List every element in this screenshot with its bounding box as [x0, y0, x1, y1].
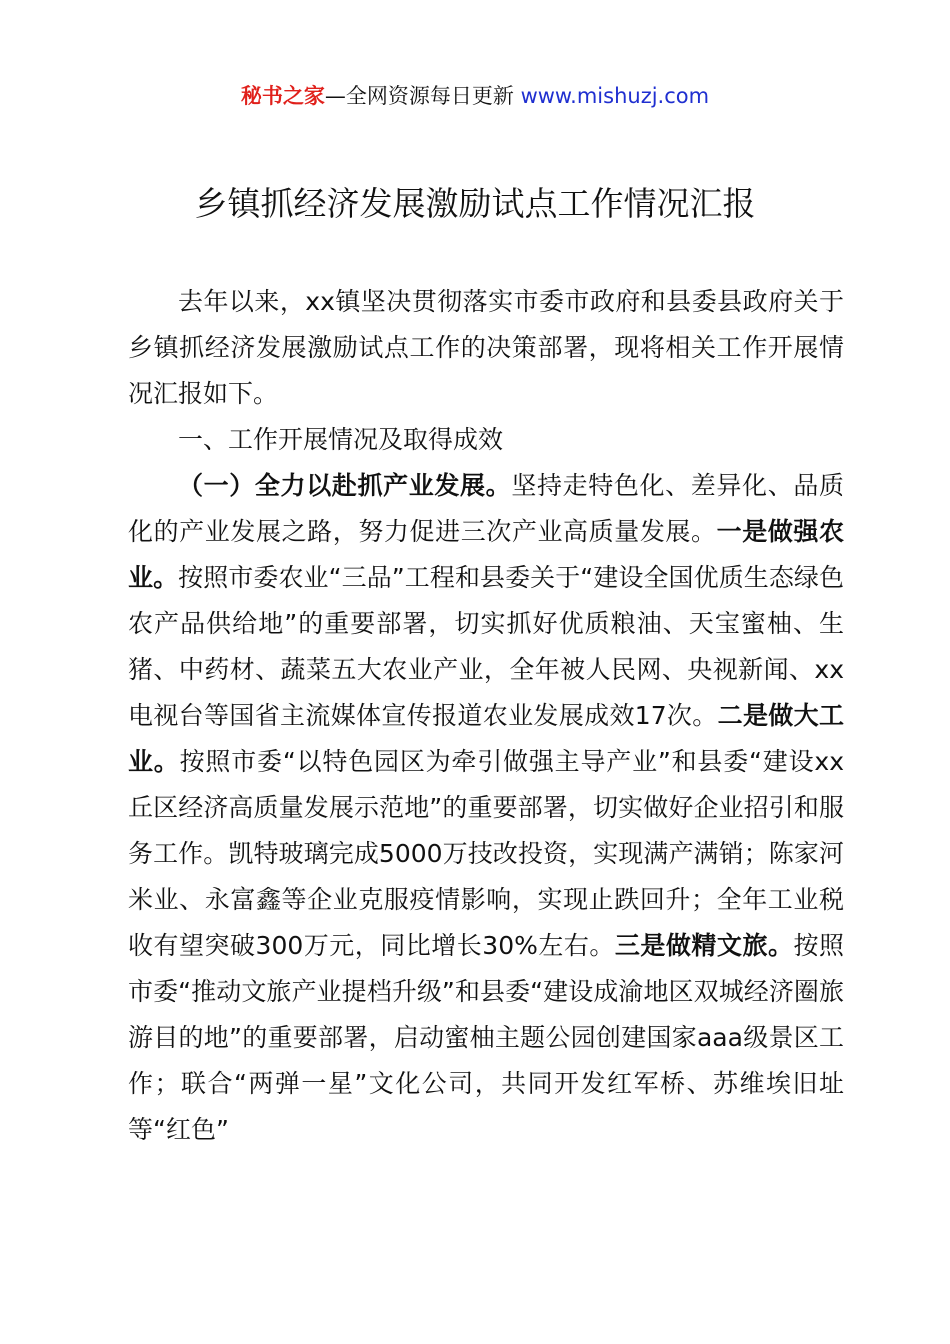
intro-paragraph: 去年以来，xx镇坚决贯彻落实市委市政府和县委县政府关于乡镇抓经济发展激励试点工作的决策部署，现将相关工作开展情况汇报如下。: [128, 287, 844, 408]
document-title: 乡镇抓经济发展激励试点工作情况汇报: [194, 184, 756, 223]
paragraph-text: 坚持走特色化、差异化、品质化的产业发展之路，努力促进三次产业高质量发展。: [128, 471, 844, 546]
document-body: [128, 279, 844, 1153]
section-heading: 一、工作开展情况及取得成效: [178, 425, 504, 454]
site-header: [0, 80, 950, 112]
subsection-heading: （一）全力以赴抓产业发展。: [178, 471, 512, 500]
industry-paragraph: [128, 463, 844, 1153]
point-heading-agriculture: 一是做强农业。: [128, 517, 844, 592]
paragraph-text: 按照市委农业“三品”工程和县委关于“建设全国优质生态绿色农产品供给地”的重要部署，切实抓好优质粮油、天宝蜜柚、生猪、中药材、蔬菜五大农业产业，全年被人民网、央视新闻、xx电视台等国省主流媒体宣传报道农业发展成效17次。: [128, 563, 844, 730]
point-heading-tourism: 三是做精文旅。: [614, 931, 794, 960]
point-heading-industry: 二是做大工业。: [128, 701, 844, 776]
paragraph-text: 按照市委“以特色园区为牵引做强主导产业”和县委“建设xx丘区经济高质量发展示范地”的重要部署，切实做好企业招引和服务工作。凯特玻璃完成5000万技改投资，实现满产满销；陈家河米业、永富鑫等企业克服疫情影响，实现止跌回升；全年工业税收有望突破300万元，同比增长30%左右。: [128, 747, 844, 960]
site-url[interactable]: www.mishuzj.com: [520, 84, 710, 108]
site-brand: 秘书之家: [240, 84, 325, 108]
site-tagline: —全网资源每日更新: [324, 84, 521, 108]
paragraph-text: 按照市委“推动文旅产业提档升级”和县委“建设成渝地区双城经济圈旅游目的地”的重要部署，启动蜜柚主题公园创建国家aaa级景区工作；联合“两弹一星”文化公司，共同开发红军桥、苏维埃旧址等“红色”: [128, 931, 844, 1144]
